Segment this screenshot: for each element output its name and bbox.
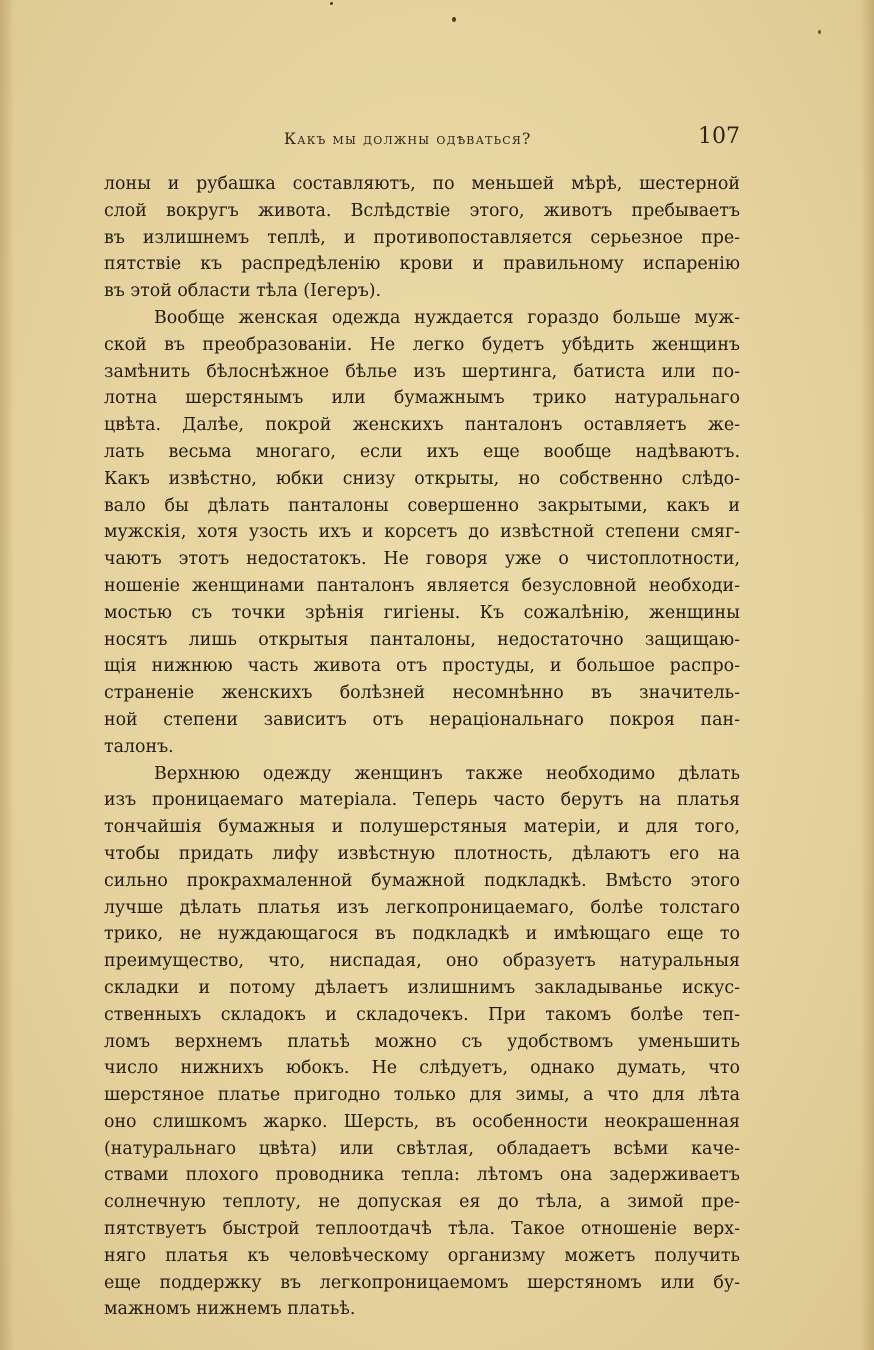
text-line: число нижнихъ юбокъ. Не слѣдуетъ, однако думать, что <box>104 1058 740 1079</box>
text-line: оно слишкомъ жарко. Шерсть, въ особенности неокрашенная <box>104 1111 740 1132</box>
text-line: тончайшія бумажныя и полушерстяныя матеріи, и для того, <box>104 817 740 838</box>
ink-speck <box>330 2 333 5</box>
text-line: изъ проницаемаго матеріала. Теперь часто берутъ на платья <box>104 790 740 811</box>
text-line: цвѣта. Далѣе, покрой женскихъ панталонъ оставляетъ же- <box>104 415 740 436</box>
text-line: мажномъ нижнемъ платьѣ. <box>104 1299 356 1320</box>
text-line: чаютъ этотъ недостатокъ. Не говоря уже о чистоплотности, <box>104 549 740 570</box>
text-line: въ излишнемъ теплѣ, и противопоставляется серьезное пре- <box>104 227 740 248</box>
text-line: лотна шерстянымъ или бумажнымъ трико натуральнаго <box>104 388 740 409</box>
text-line: Вообще женская одежда нуждается гораздо больше муж- <box>154 307 740 328</box>
text-line: замѣнить бѣлоснѣжное бѣлье изъ шертинга, батиста или по- <box>104 361 740 382</box>
text-line: лоны и рубашка составляютъ, по меньшей мѣрѣ, шестерной <box>104 174 740 194</box>
text-line: ломъ верхнемъ платьѣ можно съ удобствомъ уменьшить <box>104 1031 740 1052</box>
text-line: солнечную теплоту, не допуская ея до тѣла, а зимой пре- <box>104 1192 740 1213</box>
text-line: чтобы придать лифу извѣстную плотность, дѣлаютъ его на <box>104 843 740 864</box>
text-line: страненіе женскихъ болѣзней несомнѣнно въ значитель- <box>104 683 740 704</box>
text-line: въ этой области тѣла (Iегеръ). <box>104 281 382 302</box>
text-line: няго платья къ человѣческому организму можетъ получить <box>104 1245 740 1266</box>
text-line: вало бы дѣлать панталоны совершенно закрытыми, какъ и <box>104 495 740 516</box>
text-line: ствами плохого проводника тепла: лѣтомъ она задерживаетъ <box>104 1165 740 1186</box>
text-line: Какъ извѣстно, юбки снизу открыты, но собственно слѣдо- <box>104 468 740 489</box>
text-line: лучше дѣлать платья изъ легкопроницаемаго, болѣе толстаго <box>104 897 740 918</box>
ink-speck <box>818 30 821 34</box>
text-line: ской въ преобразованіи. Не легко будетъ убѣдить женщинъ <box>104 334 740 355</box>
body-text <box>104 171 740 1323</box>
text-line: трико, не нуждающагося въ подкладкѣ и имѣющаго еще то <box>104 924 740 945</box>
paragraph <box>104 761 740 1324</box>
text-line: слой вокругъ живота. Вслѣдствіе этого, животъ пребываетъ <box>104 200 740 221</box>
text-line: ношеніе женщинами панталонъ является безусловной необходи- <box>104 575 740 596</box>
page-header <box>104 124 740 154</box>
text-line: талонъ. <box>104 736 174 757</box>
text-line: еще поддержку въ легкопроницаемомъ шерстяномъ или бу- <box>104 1272 740 1293</box>
text-line: шерстяное платье пригодно только для зимы, а что для лѣта <box>104 1085 740 1106</box>
text-line: складки и потому дѣлаетъ излишнимъ закладыванье искус- <box>104 977 740 998</box>
ink-speck <box>452 17 456 22</box>
text-line: преимущество, что, ниспадая, оно образуетъ натуральныя <box>104 951 740 972</box>
text-line: (натуральнаго цвѣта) или свѣтлая, обладаетъ всѣми каче- <box>104 1138 740 1159</box>
text-line: ственныхъ складокъ и складочекъ. При такомъ болѣе теп- <box>104 1004 740 1025</box>
text-line: пятствуетъ быстрой теплоотдачѣ тѣла. Такое отношеніе верх- <box>104 1219 740 1240</box>
text-line: ной степени зависитъ отъ нераціональнаго покроя пан- <box>104 709 740 730</box>
text-line: лать весьма многаго, если ихъ еще вообще надѣваютъ. <box>104 441 740 462</box>
running-head: Какъ мы должны одѣваться? <box>284 130 532 148</box>
text-line: Верхнюю одежду женщинъ также необходимо дѣлать <box>154 763 740 784</box>
text-line: щія нижнюю часть живота отъ простуды, и большое распро- <box>104 656 740 677</box>
text-line: пятствіе къ распредѣленію крови и правильному испаренію <box>104 254 740 275</box>
text-line: мужскія, хотя узость ихъ и корсетъ до извѣстной степени смяг- <box>104 522 740 543</box>
text-line: мостью съ точки зрѣнія гигіены. Къ сожалѣнію, женщины <box>104 602 740 623</box>
page-left-edge-shadow <box>0 0 14 1350</box>
text-line: носятъ лишь открытыя панталоны, недостаточно защищаю- <box>104 629 740 650</box>
page-right-edge-shadow <box>860 0 874 1350</box>
text-line: сильно прокрахмаленной бумажной подкладкѣ. Вмѣсто этого <box>104 870 740 891</box>
paragraph <box>104 305 740 761</box>
page-number: 107 <box>698 124 740 149</box>
paragraph <box>104 171 740 305</box>
